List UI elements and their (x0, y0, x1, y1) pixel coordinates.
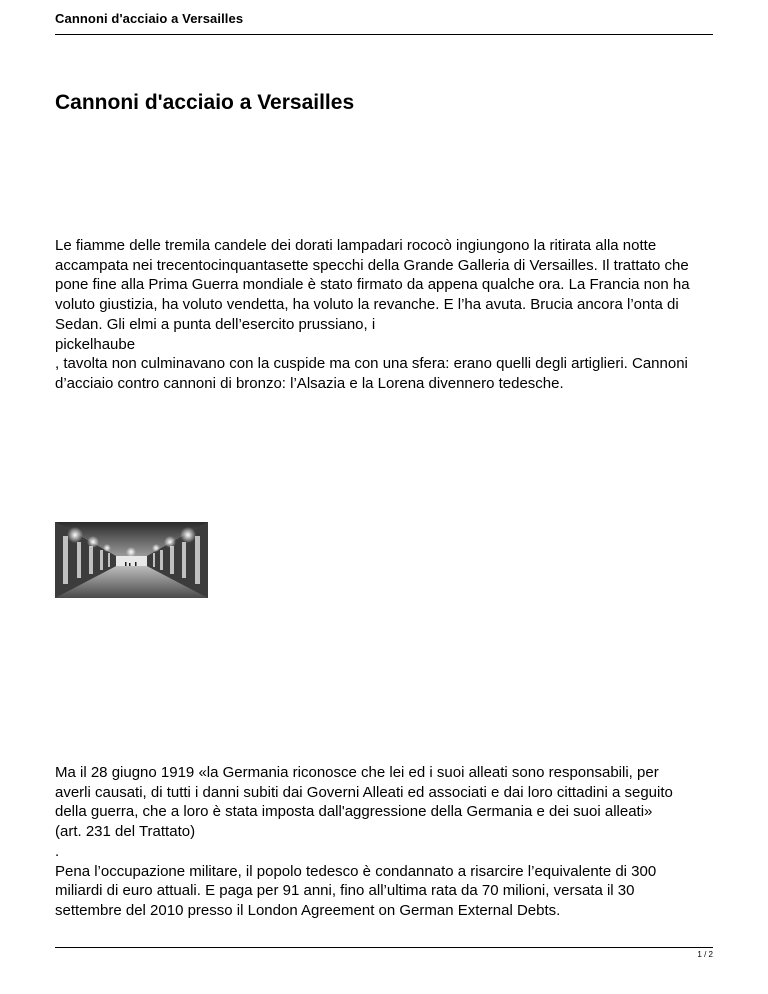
text-line: della guerra, che a loro è stata imposta dall'aggressione della Germania e dei suoi alleati» (55, 803, 653, 821)
text-line: Sedan. Gli elmi a punta dell’esercito prussiano, i (55, 315, 376, 333)
text-line: pickelhaube (55, 335, 136, 353)
hall-of-mirrors-photo (55, 522, 208, 598)
text-line: averli causati, di tutti i danni subiti dai Governi Alleati ed associati e dai loro cittadini a seguito (55, 783, 673, 801)
text-line: Pena l’occupazione militare, il popolo tedesco è condannato a risarcire l’equivalente di 300 (55, 862, 657, 880)
article-paragraph-1 (55, 236, 715, 394)
text-line: pone fine alla Prima Guerra mondiale è stato firmato da appena qualche ora. La Francia non ha (55, 276, 690, 294)
text-line: . (55, 842, 60, 860)
text-line: settembre del 2010 presso il London Agreement on German External Debts. (55, 901, 561, 919)
gallery-illustration (55, 522, 208, 598)
footer-divider (55, 947, 713, 948)
header-divider (55, 34, 713, 35)
text-line: d’acciaio contro cannoni di bronzo: l’Alsazia e la Lorena divennero tedesche. (55, 374, 564, 392)
text-line: Le fiamme delle tremila candele dei dorati lampadari rococò ingiungono la ritirata alla notte (55, 237, 657, 254)
text-line: Ma il 28 giugno 1919 «la Germania riconosce che lei ed i suoi alleati sono responsabili, per (55, 764, 659, 781)
article-paragraph-2 (55, 763, 715, 921)
text-line: (art. 231 del Trattato) (55, 823, 196, 841)
page-number: 1 / 2 (697, 950, 713, 959)
running-header-title: Cannoni d'acciaio a Versailles (55, 11, 244, 26)
text-line: accampata nei trecentocinquantasette specchi della Grande Galleria di Versailles. Il trattato che (55, 256, 689, 274)
page-title: Cannoni d'acciaio a Versailles (55, 91, 355, 114)
text-line: , tavolta non culminavano con la cuspide ma con una sfera: erano quelli degli artiglieri. Cannoni (55, 355, 688, 373)
text-line: miliardi di euro attuali. E paga per 91 anni, fino all’ultima rata da 70 milioni, versata il 30 (55, 882, 635, 900)
text-line: voluto giustizia, ha voluto vendetta, ha voluto la revanche. E l’ha avuta. Brucia ancora l’onta di (55, 296, 679, 314)
